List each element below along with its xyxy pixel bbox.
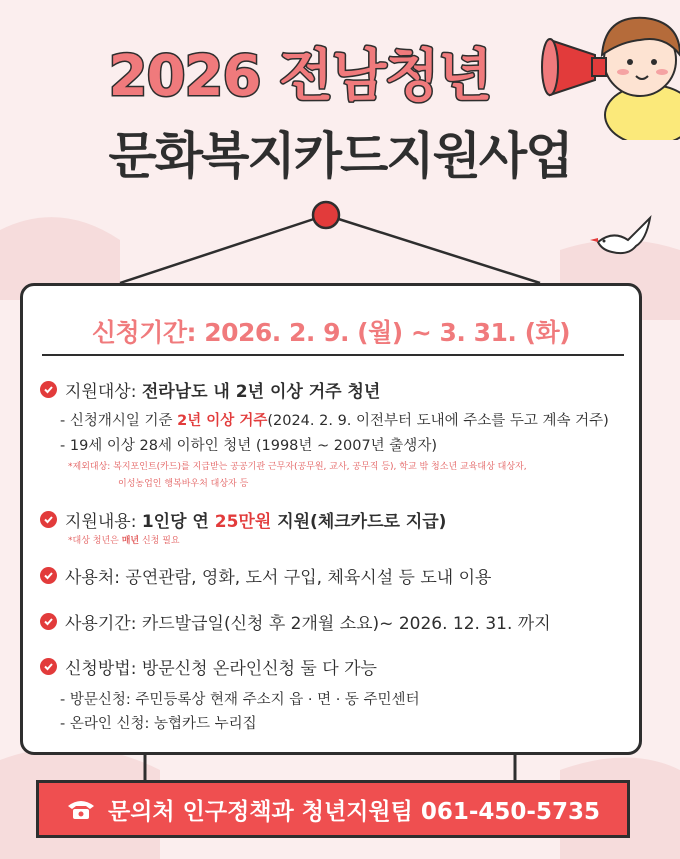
item-content-text: 지원내용: 1인당 연 25만원 지원(체크카드로 지급) <box>65 512 447 532</box>
item-method-text: 신청방법: 방문신청 온라인신청 둘 다 가능 <box>65 659 377 679</box>
method-sub-1: - 방문신청: 주민등록상 현재 주소지 읍 · 면 · 동 주민센터 <box>60 692 420 708</box>
megaphone-icon <box>530 0 680 140</box>
exclude-note-1: *제외대상: 복지포인트(카드)를 지급받는 공공기관 근무자(공무원, 교사, 공무직 등), 학교 밖 청소년 교육대상 대상자, <box>68 462 527 472</box>
method-sub-2: - 온라인 신청: 농협카드 누리집 <box>60 716 257 732</box>
divider <box>42 354 624 356</box>
item-usage <box>40 563 491 588</box>
item-content <box>40 507 446 532</box>
item-method <box>40 654 377 679</box>
application-period: 신청기간: 2026. 2. 9. (월) ~ 3. 31. (화) <box>91 318 571 347</box>
item-target-text: 지원대상: 전라남도 내 2년 이상 거주 청년 <box>65 382 381 402</box>
check-icon <box>40 613 57 630</box>
title-line-2: 문화복지카드지원사업 <box>108 127 572 185</box>
title-line-1: 2026 전남청년 <box>108 44 492 109</box>
contact-banner <box>36 780 630 838</box>
item-usage-text: 사용처: 공연관람, 영화, 도서 구입, 체육시설 등 도내 이용 <box>65 568 492 588</box>
target-sub-2: - 19세 이상 28세 이하인 청년 (1998년 ~ 2007년 출생자) <box>60 438 437 454</box>
check-icon <box>40 381 57 398</box>
check-icon <box>40 567 57 584</box>
check-icon <box>40 511 57 528</box>
target-sub-1: - 신청개시일 기준 2년 이상 거주(2024. 2. 9. 이전부터 도내에 주소를 두고 계속 거주) <box>60 413 609 429</box>
hanger-string <box>0 195 680 295</box>
contact-text: 문의처 인구정책과 청년지원팀 061-450-5735 <box>108 798 600 825</box>
item-period <box>40 609 551 634</box>
item-period-text: 사용기간: 카드발급일(신청 후 2개월 소요)~ 2026. 12. 31. 까지 <box>65 614 551 634</box>
item-target <box>40 377 380 402</box>
exclude-note-2: 이성농업인 행복바우처 대상자 등 <box>118 479 249 489</box>
phone-icon <box>66 798 96 820</box>
check-icon <box>40 658 57 675</box>
content-note: *대상 청년은 매년 신청 필요 <box>68 536 180 546</box>
